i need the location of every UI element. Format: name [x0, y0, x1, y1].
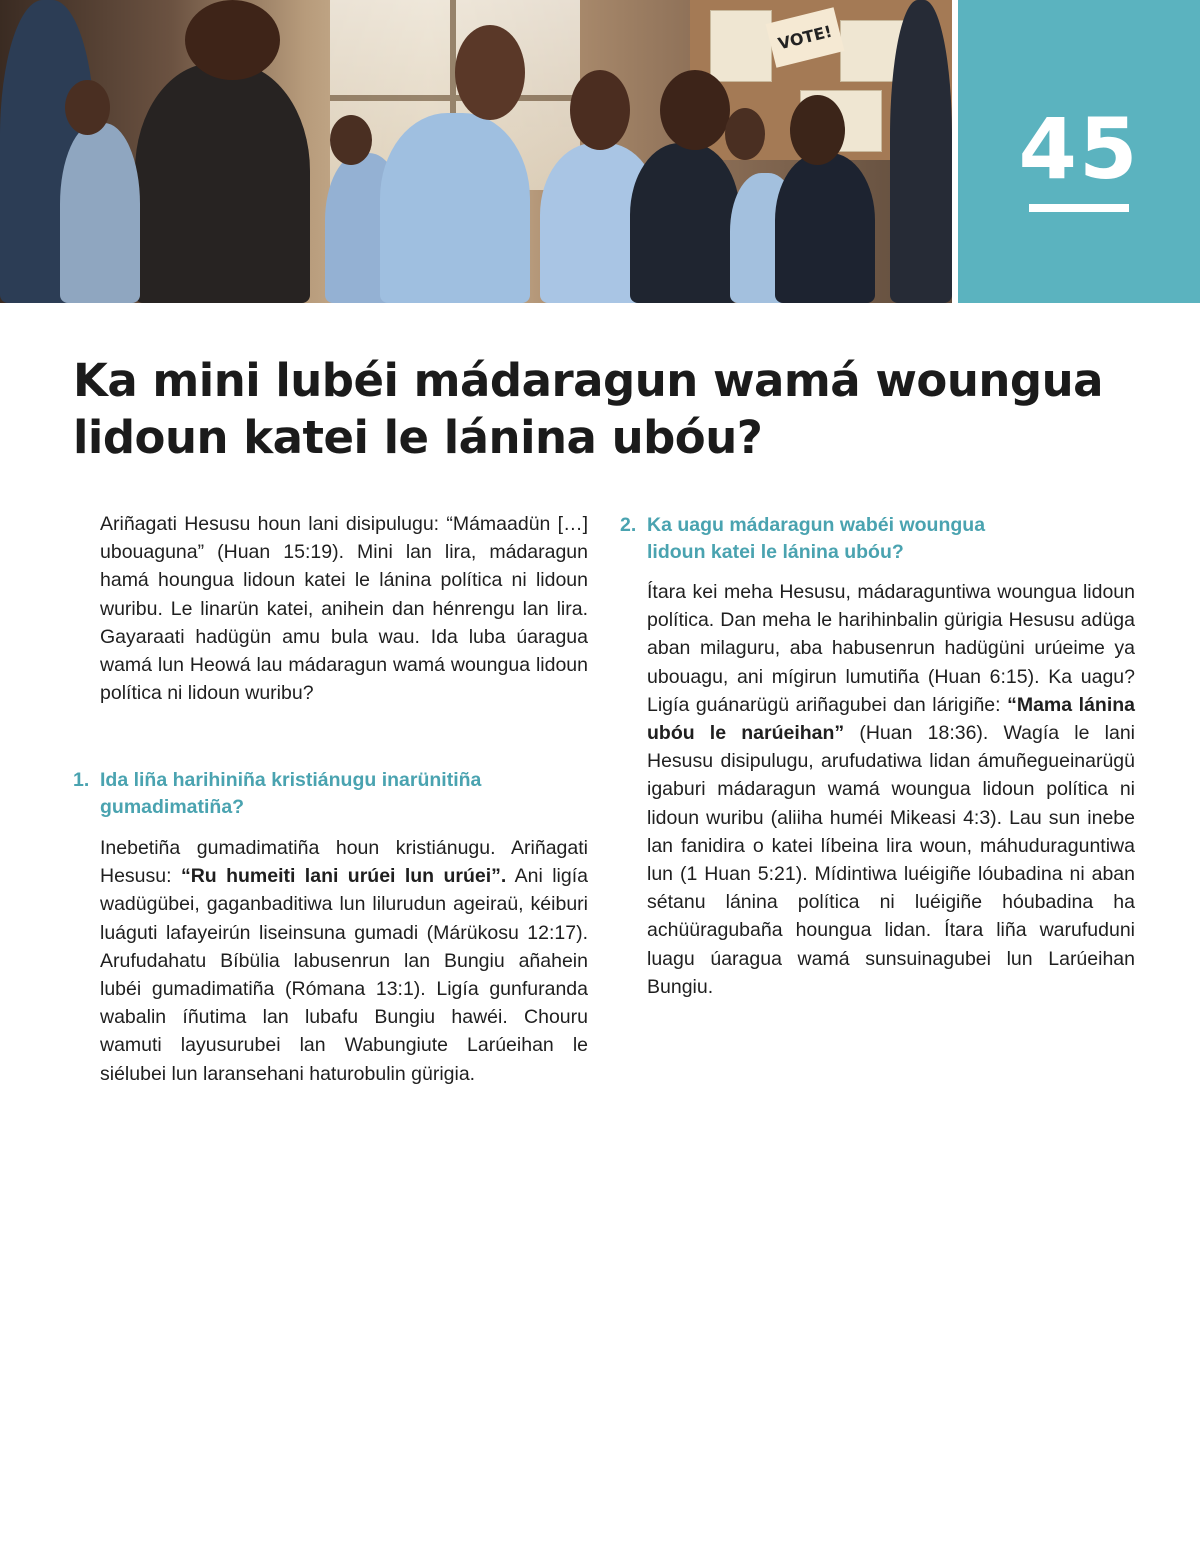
badge-underline — [1029, 204, 1129, 212]
question-text: Ka uagu mádaragun wabéi woungua lidoun katei le lánina ubóu? — [647, 514, 986, 563]
section-paragraph: Ítara kei meha Hesusu, mádaraguntiwa woungua lidoun política. Dan meha le harihinbalin gürigia Hesusu adüga aban milaguru, aba habusenrun hadügüni urúeime ya ubouagu, ani mígirun lumutiña (Huan 6:15). Ka uagu? Ligía guánarügü ariñagubei dan lárigiñe: “Mama lánina ubóu le narúeihan” (Huan 18:36). Wagía le lani Hesusu disipulugu, arufudatiwa lidan ámuñegueinarügü igaburi mádaragun wamá woungua lidoun política ni lidoun wuribu (aliiha huméi Mikeasi 4:3). Lau sun inebe lan fanidira o katei líbeina lira woun, máhuduraguntiwa lun (1 Huan 5:21). Mídintiwa luéigiñe lóubadina ni aban sétanu lánina política ni luéigiñe hóubadina ha achüüragubaña houngua lidan. Ítara liña warufuduni luagu úaragua wamá sunsuinagubei lun Larúeihan Bungiu. — [647, 581, 1136, 998]
quote-emphasis: “Ru humeiti lani urúei lun urúei”. — [180, 865, 507, 888]
question-number: 2. — [620, 514, 637, 536]
student-figure — [630, 143, 740, 303]
student-figure — [380, 113, 530, 303]
vote-poster: VOTE! — [766, 7, 845, 68]
lesson-number: 45 — [1018, 100, 1140, 198]
student-figure — [890, 0, 952, 303]
question-1 — [73, 767, 493, 821]
student-figure — [60, 123, 140, 303]
section-paragraph: Inebetiña gumadimatiña houn kristiánugu. Ariñagati Hesusu: “Ru humeiti lani urúei lun urúei”. Ani ligía wadügübei, gaganbaditiwa lun lilurudun ageiraü, kéiburi luáguti lafayeirún liseinsuna gumadi (Márükosu 12:17). Arufudahatu Bíbülia labusenrun lan Bungiu añahein lubéi gumadimatiña (Rómana 13:1). Ligía gunfuranda wabalin íñutima lan lubafu Bungiu hawéi. Chouru wamuti layusurubei lan Wabungiute Larúeihan le siélubei lun laransehani haturobulin gürigia. — [100, 837, 588, 1085]
section-2-body — [647, 578, 1135, 1001]
page-title: Ka mini lubéi mádaragun wamá woungua lidoun katei le lánina ubóu? — [73, 354, 1104, 464]
intro-paragraph: Ariñagati Hesusu houn lani disipulugu: “Mámaadün […] ubouaguna” (Huan 15:19). Mini lan lira, mádaragun hamá houngua lidoun katei le lánina política ni lidoun wuribu. Le linarün katei, anihein dan hénrengu lan lira. Gayaraati hadügün amu bula wau. Ida luba úaragua wamá lun Heowá lau mádaragun wamá woungua lidoun política ni lidoun wuribu? — [100, 513, 588, 705]
hero-photo — [0, 0, 952, 303]
student-figure — [135, 63, 310, 303]
question-2 — [620, 512, 1040, 566]
question-number: 1. — [73, 769, 90, 791]
quote-emphasis: “Mama lánina ubóu le narúeihan” — [647, 693, 1135, 745]
section-1-body — [100, 834, 588, 1088]
question-text: Ida liña harihiniña kristiánugu inarünitiña gumadimatiña? — [100, 769, 482, 818]
student-figure — [775, 153, 875, 303]
left-column — [100, 510, 588, 707]
lesson-number-badge — [958, 0, 1200, 303]
